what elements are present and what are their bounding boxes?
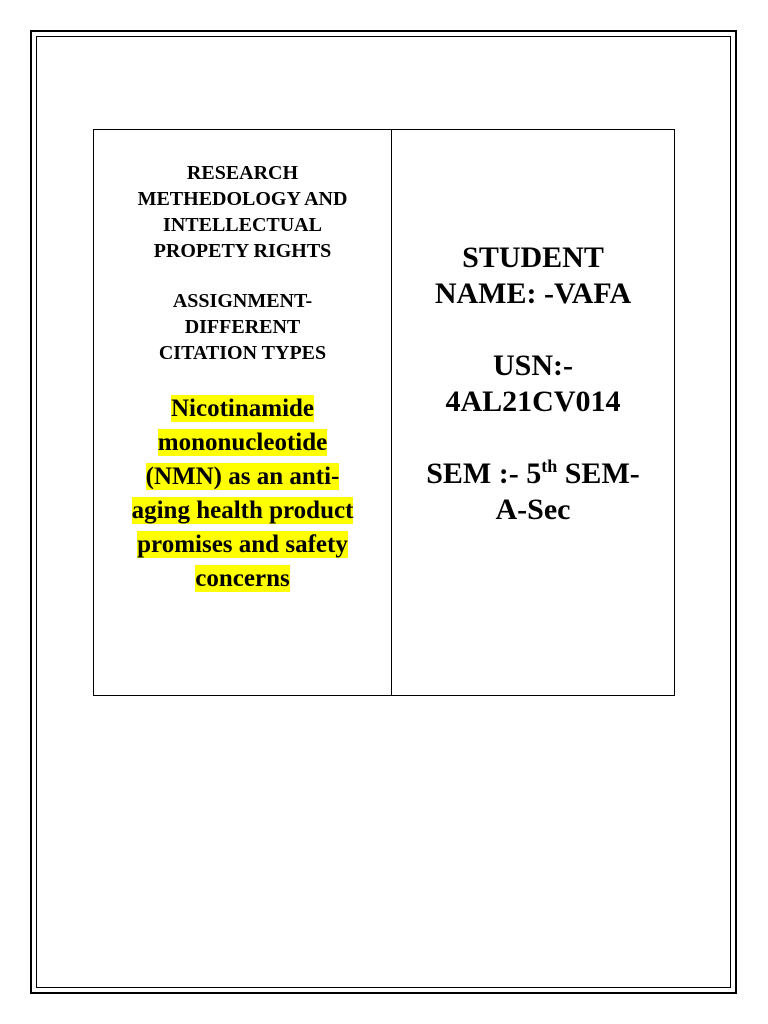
course-info-cell <box>94 130 392 695</box>
semester <box>392 456 674 528</box>
semester-superscript: th <box>541 456 558 476</box>
subject-line: METHEDOLOGY AND <box>137 188 348 210</box>
topic-line: (NMN) as an anti- <box>145 463 340 490</box>
cover-table <box>93 129 675 696</box>
usn-label: USN:- <box>493 349 573 382</box>
subject-title <box>103 160 383 264</box>
topic-title <box>98 392 388 596</box>
topic-line: mononucleotide <box>157 429 328 456</box>
student-label: STUDENT <box>462 241 604 274</box>
assignment-title <box>103 288 383 366</box>
subject-line: RESEARCH <box>186 162 299 184</box>
topic-line: aging health product <box>131 497 354 524</box>
assignment-line: ASSIGNMENT- <box>172 290 313 312</box>
section-value: A-Sec <box>495 493 571 526</box>
semester-prefix: SEM :- 5 <box>426 457 542 490</box>
subject-line: PROPETY RIGHTS <box>153 240 332 262</box>
student-name <box>392 240 674 312</box>
topic-line: concerns <box>195 565 290 592</box>
topic-line: promises and safety <box>137 531 348 558</box>
usn-value: 4AL21CV014 <box>445 385 621 418</box>
usn <box>392 348 674 420</box>
subject-line: INTELLECTUAL <box>163 214 322 236</box>
semester-line <box>392 456 674 492</box>
student-info-cell <box>392 130 674 695</box>
assignment-line: DIFFERENT <box>184 316 301 338</box>
assignment-line: CITATION TYPES <box>158 342 327 364</box>
semester-suffix: SEM- <box>557 457 640 490</box>
student-name-value: NAME: -VAFA <box>434 277 632 310</box>
topic-line: Nicotinamide <box>170 395 315 422</box>
